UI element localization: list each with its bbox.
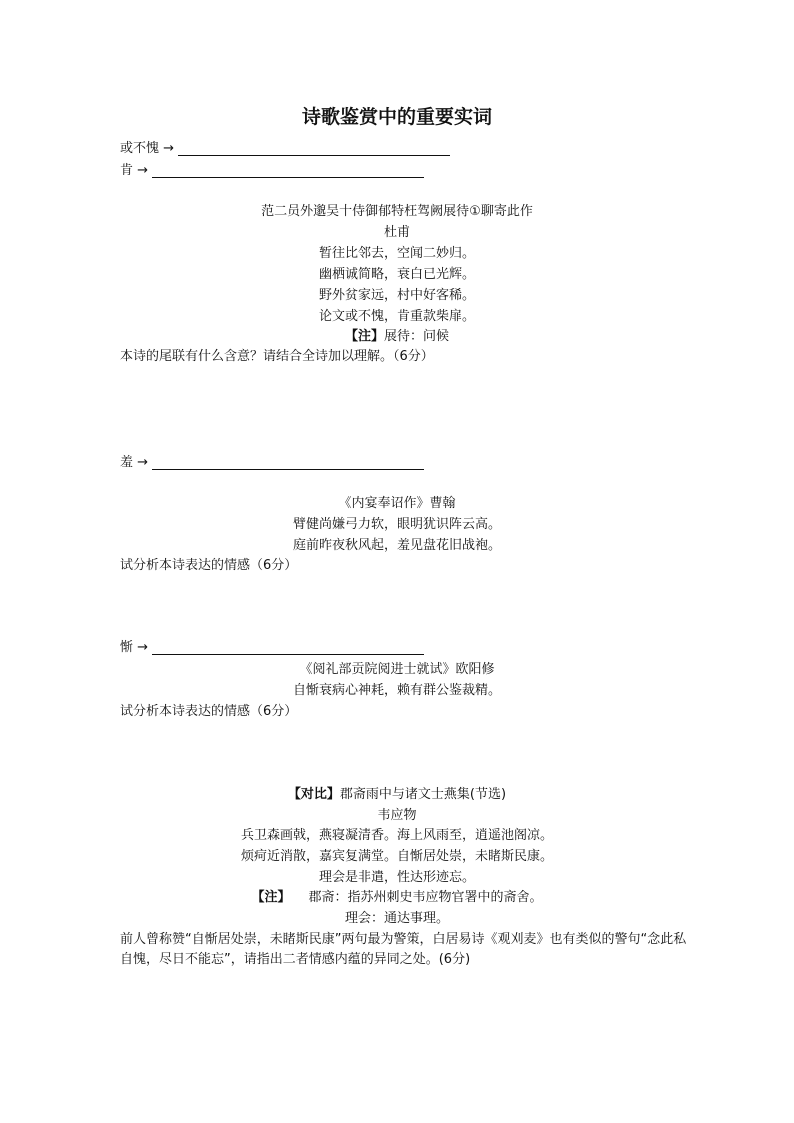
vocab-word: 肯 → — [120, 163, 149, 178]
poem1-line: 野外贫家远，村中好客稀。 — [318, 288, 475, 303]
poem1-title: 范二员外邈吴十侍御郁特枉驾阙展待①聊寄此作 — [261, 204, 533, 219]
vocab-word: 羞 → — [120, 455, 149, 470]
note-text: 郡斋：指苏州刺史韦应物官署中的斋舍。 — [308, 890, 543, 905]
poem1-line: 幽栖诚简略，衰白已光辉。 — [318, 267, 475, 282]
poem4-note2: 理会：通达事理。 — [344, 911, 449, 926]
compare-label: 【对比】 — [287, 787, 340, 802]
note-text: 展待：问候 — [384, 329, 450, 344]
poem2-question: 试分析本诗表达的情感（6分） — [120, 558, 298, 573]
poem1-line: 暂往比邻去，空闻二妙归。 — [318, 246, 475, 261]
poem2-line: 臂健尚嫌弓力软，眼明犹识阵云高。 — [292, 517, 501, 532]
poem1-note — [0, 327, 794, 347]
poem4-question: 前人曾称赞“自惭居处崇，未睹斯民康”两句最为警策，白居易诗《观刈麦》也有类似的警句“念此私自愧，尽日不能忘”，请指出二者情感内蕴的异同之处。(6分) — [120, 932, 687, 967]
poem2-title: 《内宴奉诏作》曹翰 — [338, 496, 456, 511]
poem4-author: 韦应物 — [377, 808, 417, 823]
vocab-item-ken — [120, 161, 424, 181]
note-label: 【注】 — [251, 890, 291, 905]
poem1-question: 本诗的尾联有什么含意？请结合全诗加以理解。（6分） — [120, 349, 434, 364]
poem3-line: 自惭衰病心神耗，赖有群公鉴裁精。 — [292, 683, 501, 698]
vocab-item-huobukui — [120, 139, 450, 159]
poem4-heading — [0, 785, 794, 805]
vocab-item-xiu — [120, 453, 424, 473]
answer-blank[interactable] — [152, 469, 424, 470]
vocab-word: 或不愧 → — [120, 141, 175, 156]
poem4-line: 兵卫森画戟，燕寝凝清香。海上风雨至，逍遥池阁凉。 — [240, 828, 553, 843]
poem4-line: 烦疴近消散，嘉宾复满堂。自惭居处崇，未睹斯民康。 — [240, 849, 553, 864]
poem4-note — [0, 888, 794, 908]
vocab-item-can — [120, 638, 424, 658]
note-label: 【注】 — [344, 329, 384, 344]
poem1-author: 杜甫 — [383, 225, 410, 240]
poem4-line: 理会是非遣，性达形迹忘。 — [318, 870, 475, 885]
answer-blank[interactable] — [178, 155, 450, 156]
poem1-line: 论文或不愧，肯重款柴扉。 — [318, 309, 475, 324]
page-title: 诗歌鉴赏中的重要实词 — [301, 106, 492, 128]
answer-blank[interactable] — [152, 177, 424, 178]
poem4-title: 郡斋雨中与诸文士燕集(节选) — [339, 787, 507, 802]
poem3-title: 《阅礼部贡院阅进士就试》欧阳修 — [299, 662, 495, 677]
answer-blank[interactable] — [152, 654, 424, 655]
poem3-question: 试分析本诗表达的情感（6分） — [120, 704, 298, 719]
vocab-word: 惭 → — [120, 640, 149, 655]
poem2-line: 庭前昨夜秋风起，羞见盘花旧战袍。 — [292, 538, 501, 553]
